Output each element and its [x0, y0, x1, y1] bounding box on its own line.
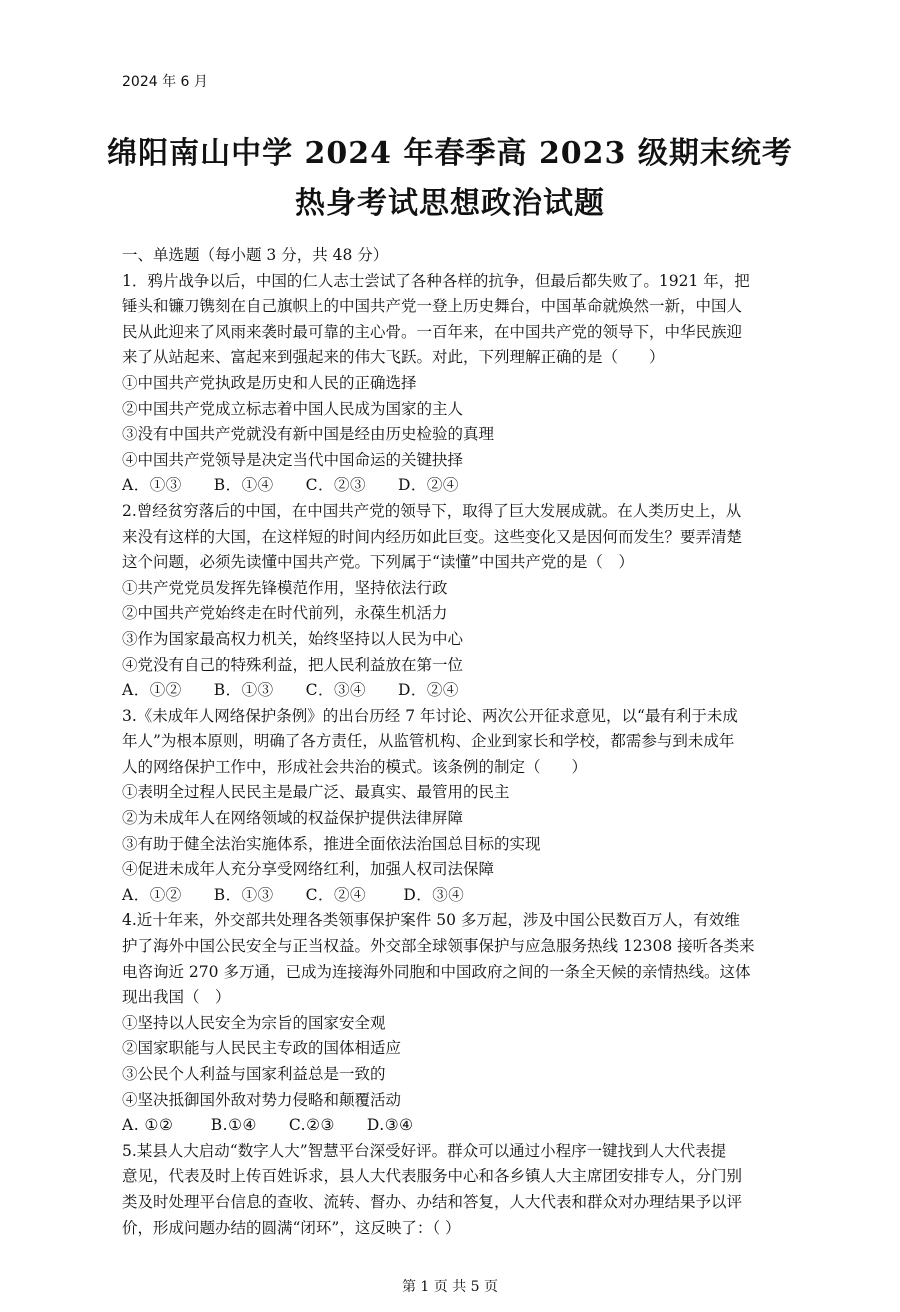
- q2-statement: ④党没有自己的特殊利益，把人民利益放在第一位: [122, 655, 464, 674]
- q4-statement: ④坚决抵御国外敌对势力侵略和颠覆活动: [122, 1090, 402, 1109]
- title-line-2: 热身考试思想政治试题: [295, 186, 605, 221]
- q2-stem-line: 这个问题，必须先读懂中国共产党。下列属于“读懂”中国共产党的是（ ）: [122, 553, 634, 572]
- q1-stem-line: 民从此迎来了风雨来袭时最可靠的主心骨。一百年来，在中国共产党的领导下，中华民族迎: [122, 322, 743, 341]
- q4-stem-line: 电咨询近 270 多万通，已成为连接海外同胞和中国政府之间的一条全天候的亲情热线。这体: [122, 962, 751, 981]
- q3-statement: ④促进未成年人充分享受网络红利，加强人权司法保障: [122, 860, 495, 879]
- q2-statement: ②中国共产党始终走在时代前列，永葆生机活力: [122, 604, 448, 623]
- q3-statement: ③有助于健全法治实施体系，推进全面依法治国总目标的实现: [122, 834, 541, 853]
- q1-stem-line: 锤头和镰刀镌刻在自己旗帜上的中国共产党一登上历史舞台，中国革命就焕然一新，中国人: [122, 297, 743, 316]
- q1-options: A．①③ B．①④ C．②③ D．②④: [122, 476, 459, 495]
- q4-statement: ③公民个人利益与国家利益总是一致的: [122, 1065, 386, 1083]
- q1-statement: ①中国共产党执政是历史和人民的正确选择: [122, 373, 417, 392]
- q1-stem-line: 来了从站起来、富起来到强起来的伟大飞跃。对此，下列理解正确的是（ ）: [122, 348, 665, 367]
- title-line-1: 绵阳南山中学 2024 年春季高 2023 级期末统考: [107, 136, 793, 171]
- q4-statement: ②国家职能与人民民主专政的国体相适应: [122, 1039, 402, 1058]
- q3-statement: ②为未成年人在网络领域的权益保护提供法律屏障: [122, 809, 464, 828]
- q5-stem-line: 类及时处理平台信息的查收、流转、督办、办结和答复，人大代表和群众对办理结果予以评: [122, 1192, 743, 1211]
- q2-options: A．①② B．①③ C．③④ D．②④: [122, 681, 459, 700]
- question-body: [122, 243, 812, 1241]
- q5-stem-line: 5.某县人大启动“数字人大”智慧平台深受好评。群众可以通过小程序一键找到人大代表提: [122, 1141, 727, 1160]
- q4-statement: ①坚持以人民安全为宗旨的国家安全观: [122, 1013, 386, 1032]
- q3-stem-line: 3.《未成年人网络保护条例》的出台历经 7 年讨论、两次公开征求意见，以“最有利于未成: [122, 706, 738, 725]
- q4-options: A. ①② B.①④ C.②③ D.③④: [122, 1116, 414, 1135]
- q1-statement: ②中国共产党成立标志着中国人民成为国家的主人: [122, 399, 464, 418]
- q2-stem-line: 2.曾经贫穷落后的中国，在中国共产党的领导下，取得了巨大发展成就。在人类历史上，从: [122, 501, 742, 520]
- q1-statement: ④中国共产党领导是决定当代中国命运的关键抉择: [122, 450, 464, 469]
- q3-options: A．①② B．①③ C．②④ D．③④: [122, 885, 465, 904]
- q2-statement: ①共产党党员发挥先锋模范作用，坚持依法行政: [122, 578, 448, 597]
- q3-stem-line: 年人”为根本原则，明确了各方责任，从监管机构、企业到家长和学校，都需参与到未成年: [122, 732, 735, 751]
- page-number: 第 1 页 共 5 页: [401, 1279, 499, 1295]
- header-date: 2024 年 6 月: [122, 74, 208, 90]
- q4-stem-line: 4.近十年来，外交部共处理各类领事保护案件 50 多万起，涉及中国公民数百万人，有效维: [122, 911, 740, 930]
- q2-stem-line: 来没有这样的大国，在这样短的时间内经历如此巨变。这些变化又是因何而发生？要弄清楚: [122, 527, 743, 546]
- q4-stem-line: 护了海外中国公民安全与正当权益。外交部全球领事保护与应急服务热线 12308 接听各类来: [122, 937, 755, 956]
- q1-statement: ③没有中国共产党就没有新中国是经由历史检验的真理: [122, 425, 495, 444]
- q1-stem-line: 1．鸦片战争以后，中国的仁人志士尝试了各种各样的抗争，但最后都失败了。1921 年，把: [122, 271, 750, 290]
- q2-statement: ③作为国家最高权力机关，始终坚持以人民为中心: [122, 629, 464, 648]
- q5-stem-line: 价，形成问题办结的圆满“闭环”，这反映了：（ ）: [122, 1218, 461, 1237]
- q5-stem-line: 意见，代表及时上传百姓诉求，县人大代表服务中心和各乡镇人大主席团安排专人，分门别: [122, 1167, 743, 1186]
- section-heading: 一、单选题（每小题 3 分，共 48 分）: [122, 246, 389, 264]
- q3-statement: ①表明全过程人民民主是最广泛、最真实、最管用的民主: [122, 783, 510, 802]
- q4-stem-line: 现出我国（ ）: [122, 988, 231, 1007]
- q3-stem-line: 人的网络保护工作中，形成社会共治的模式。该条例的制定（ ）: [122, 757, 588, 776]
